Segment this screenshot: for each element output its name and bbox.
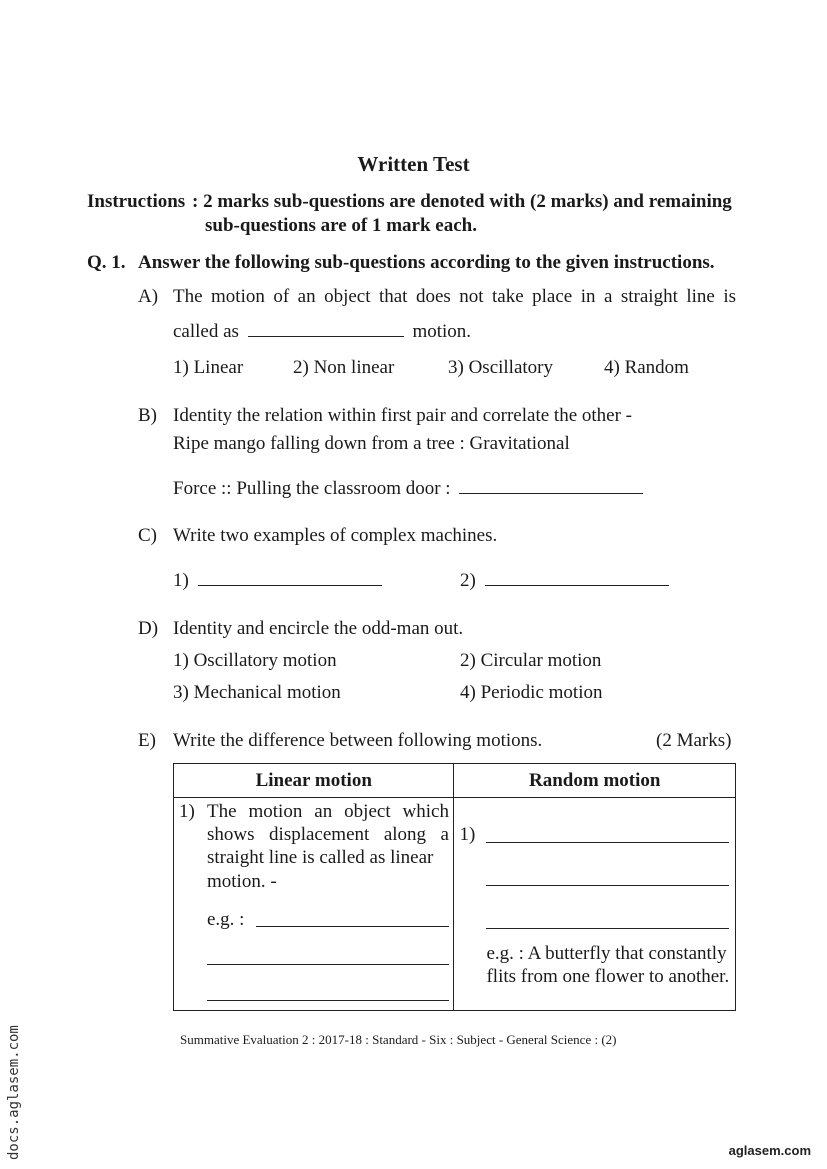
subq-a-line1: The motion of an object that does not take place in a straight line is — [173, 286, 736, 307]
header-linear-motion: Linear motion — [174, 764, 454, 798]
answer-line-linear-2[interactable] — [207, 964, 449, 965]
instructions-line2: sub-questions are of 1 mark each. — [205, 215, 477, 236]
instructions-label: Instructions — [87, 191, 186, 212]
linear-line-3: straight line is called as linear — [207, 847, 434, 868]
subq-d-label: D) — [138, 618, 159, 639]
subq-a-label: A) — [138, 286, 159, 307]
option-a-1: 1) Linear — [173, 357, 244, 378]
subq-b-line3-text: Force :: Pulling the classroom door : — [173, 478, 451, 499]
random-item-number: 1) — [459, 824, 476, 845]
page-title: Written Test — [357, 152, 470, 176]
answer-blank-b[interactable] — [459, 479, 643, 494]
subq-a-line2 — [173, 321, 471, 343]
subq-b-label: B) — [138, 405, 157, 426]
linear-eg-label: e.g. : — [207, 909, 245, 930]
option-d-2: 2) Circular motion — [460, 650, 602, 671]
subq-c-blank2 — [460, 570, 669, 592]
option-d-4: 4) Periodic motion — [460, 682, 603, 703]
difference-table — [173, 763, 736, 1011]
answer-line-linear-3[interactable] — [207, 1000, 449, 1001]
random-eg-line-2: flits from one flower to another. — [486, 966, 730, 987]
subq-c-blank1 — [173, 570, 382, 592]
linear-line-4: motion. - — [207, 871, 277, 892]
subq-e-marks: (2 Marks) — [656, 730, 732, 751]
random-eg-line-1: e.g. : A butterfly that constantly — [486, 943, 727, 964]
header-random-motion: Random motion — [454, 764, 736, 798]
instructions-line1: : 2 marks sub-questions are denoted with (2 marks) and remaining — [192, 191, 732, 212]
question-prompt: Answer the following sub-questions according to the given instructions. — [138, 252, 715, 273]
page-footer: Summative Evaluation 2 : 2017-18 : Standard - Six : Subject - General Science : (2) — [180, 1032, 617, 1047]
subq-d-line1: Identity and encircle the odd-man out. — [173, 618, 464, 639]
random-motion-cell — [454, 798, 736, 1011]
subq-b-line1: Identity the relation within first pair and correlate the other - — [173, 405, 632, 426]
subq-e-line1: Write the difference between following motions. — [173, 730, 543, 751]
linear-line-1: The motion an object which — [207, 801, 449, 822]
answer-blank-c2[interactable] — [485, 571, 669, 586]
answer-blank-a[interactable] — [248, 322, 404, 337]
subq-e-label: E) — [138, 730, 156, 751]
option-d-1: 1) Oscillatory motion — [173, 650, 337, 671]
blank-2-label: 2) — [460, 570, 476, 591]
table-row — [174, 798, 736, 1011]
option-a-2: 2) Non linear — [293, 357, 395, 378]
answer-line-random-1[interactable] — [486, 842, 729, 843]
answer-line-random-2[interactable] — [486, 885, 729, 886]
answer-blank-c1[interactable] — [198, 571, 382, 586]
linear-line-2: shows displacement along a — [207, 824, 449, 845]
option-a-4: 4) Random — [604, 357, 689, 378]
option-d-3: 3) Mechanical motion — [173, 682, 341, 703]
subq-a-line2-pre: called as — [173, 321, 239, 342]
option-a-3: 3) Oscillatory — [448, 357, 554, 378]
subq-c-line1: Write two examples of complex machines. — [173, 525, 498, 546]
table-header-row — [174, 764, 736, 798]
answer-line-random-3[interactable] — [486, 928, 729, 929]
subq-a-line2-post: motion. — [412, 321, 472, 342]
linear-item-number: 1) — [179, 801, 195, 822]
subq-c-label: C) — [138, 525, 157, 546]
side-watermark: docs.aglasem.com — [6, 1025, 22, 1160]
blank-1-label: 1) — [173, 570, 189, 591]
subq-b-line2: Ripe mango falling down from a tree : Gravitational — [173, 433, 570, 454]
answer-line-linear-1[interactable] — [256, 926, 449, 927]
question-number: Q. 1. — [87, 252, 126, 273]
linear-motion-cell — [174, 798, 454, 1011]
subq-b-line3 — [173, 478, 643, 500]
brand-label: aglasem.com — [728, 1143, 811, 1158]
